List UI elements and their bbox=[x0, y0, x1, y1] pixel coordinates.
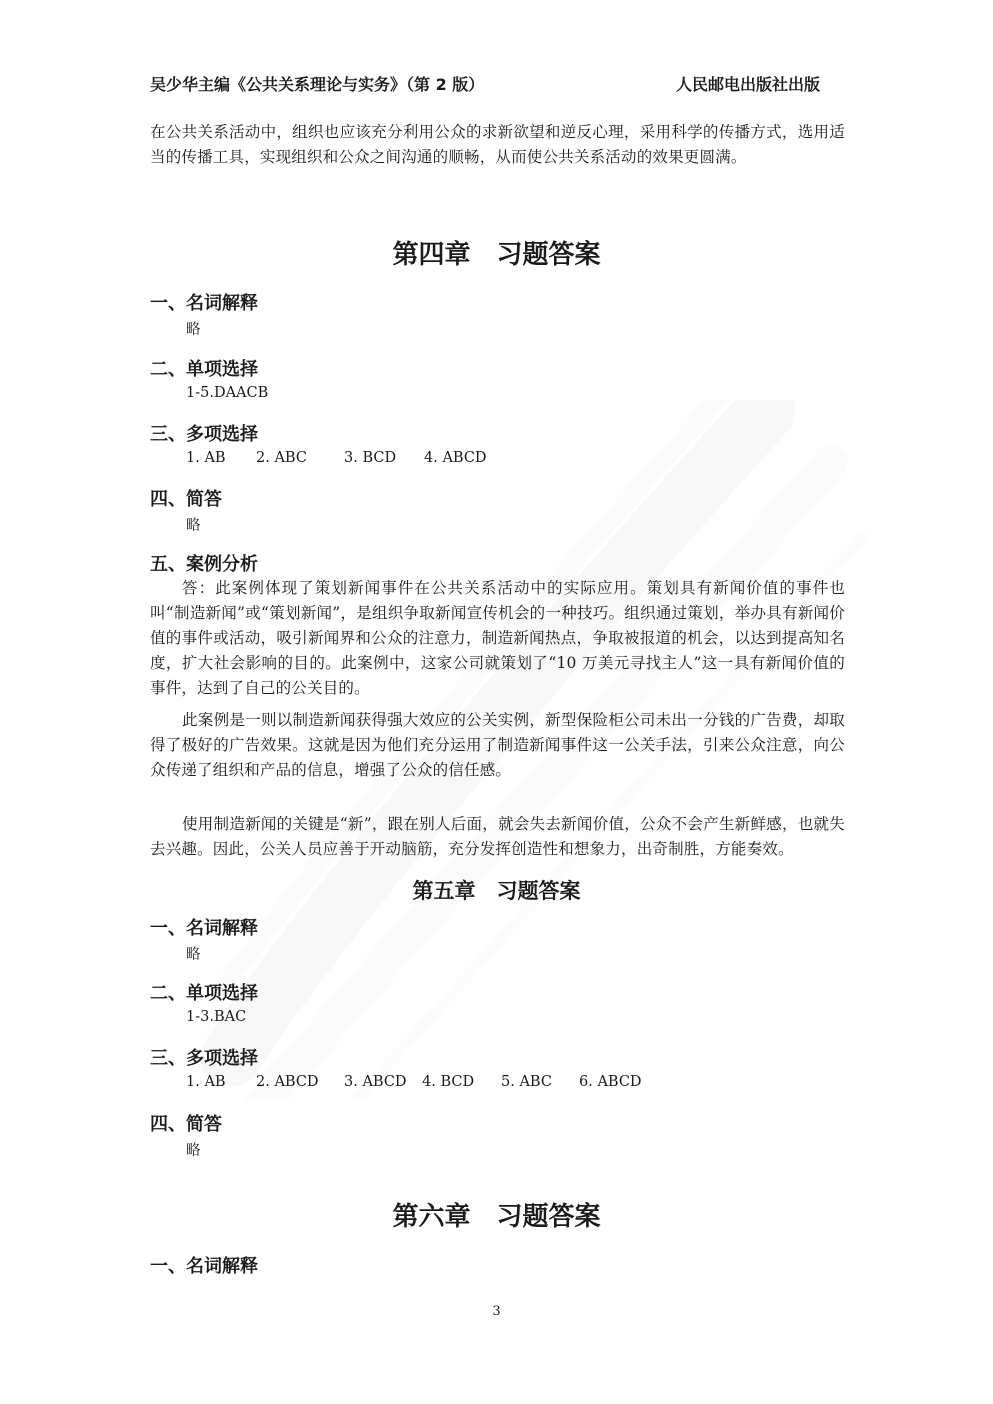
ch4-single-choice-answer: 1-5.DAACB bbox=[186, 385, 269, 401]
chapter4-title: 第四章 习题答案 bbox=[392, 240, 601, 270]
ch4-mc-answer: 2. ABC bbox=[256, 450, 307, 466]
ch4-mc-answer: 4. ABCD bbox=[424, 450, 487, 466]
header-book-title: 吴少华主编《公共关系理论与实务》（第 2 版） bbox=[150, 75, 485, 94]
ch4-section-multi-choice: 三、多项选择 bbox=[150, 424, 258, 445]
ch5-section-multi-choice: 三、多项选择 bbox=[150, 1048, 258, 1069]
ch5-mc-answer: 4. BCD bbox=[422, 1074, 475, 1090]
ch5-multi-choice-answers bbox=[186, 1074, 642, 1090]
ch5-mc-answer: 5. ABC bbox=[501, 1074, 552, 1090]
header-publisher: 人民邮电出版社出版 bbox=[675, 75, 820, 94]
ch4-section-terms: 一、名词解释 bbox=[150, 293, 258, 314]
ch4-case-paragraph-1: 答：此案例体现了策划新闻事件在公共关系活动中的实际应用。策划具有新闻价值的事件也叫“制造新闻”或“策划新闻”，是组织争取新闻宣传机会的一种技巧。组织通过策划，举办具有新闻价值的事件或活动，吸引新闻界和公众的注意力，制造新闻热点，争取被报道的机会，以达到提高知名度，扩大社会影响的目的。此案例中，这家公司就策划了“10 万美元寻找主人”这一具有新闻价值的事件，达到了自己的公关目的。 bbox=[150, 579, 845, 697]
ch5-single-choice-answer: 1-3.BAC bbox=[186, 1009, 247, 1025]
page-header bbox=[150, 72, 820, 98]
ch5-terms-answer: 略 bbox=[186, 947, 201, 963]
ch5-short-answer: 略 bbox=[186, 1143, 201, 1159]
ch4-mc-answer: 1. AB bbox=[186, 450, 226, 466]
page-number: 3 bbox=[492, 1304, 501, 1319]
ch4-short-answer: 略 bbox=[186, 518, 201, 534]
ch5-mc-answer: 3. ABCD bbox=[344, 1074, 407, 1090]
ch5-section-short-answer: 四、简答 bbox=[150, 1114, 222, 1135]
ch6-section-terms: 一、名词解释 bbox=[150, 1256, 258, 1277]
ch5-section-terms: 一、名词解释 bbox=[150, 918, 258, 939]
chapter6-title: 第六章 习题答案 bbox=[392, 1202, 601, 1232]
ch4-case-paragraph-2: 此案例是一则以制造新闻获得强大效应的公关实例，新型保险柜公司未出一分钱的广告费，却取得了极好的广告效果。这就是因为他们充分运用了制造新闻事件这一公关手法，引来公众注意，向公众传递了组织和产品的信息，增强了公众的信任感。 bbox=[150, 711, 845, 779]
ch4-case-paragraph-3: 使用制造新闻的关键是“新”，跟在别人后面，就会失去新闻价值，公众不会产生新鲜感，也就失去兴趣。因此，公关人员应善于开动脑筋，充分发挥创造性和想象力，出奇制胜，方能奏效。 bbox=[150, 815, 845, 858]
ch4-multi-choice-answers bbox=[186, 450, 487, 466]
chapter5-title: 第五章 习题答案 bbox=[412, 879, 581, 903]
ch4-terms-answer: 略 bbox=[186, 322, 201, 338]
ch4-section-single-choice: 二、单项选择 bbox=[150, 359, 258, 380]
ch5-mc-answer: 6. ABCD bbox=[579, 1074, 642, 1090]
ch4-section-short-answer: 四、简答 bbox=[150, 489, 222, 510]
ch5-mc-answer: 1. AB bbox=[186, 1074, 226, 1090]
ch5-mc-answer: 2. ABCD bbox=[256, 1074, 319, 1090]
ch5-section-single-choice: 二、单项选择 bbox=[150, 983, 258, 1004]
ch4-section-case-analysis: 五、案例分析 bbox=[150, 554, 258, 575]
ch4-mc-answer: 3. BCD bbox=[344, 450, 397, 466]
intro-paragraph: 在公共关系活动中，组织也应该充分利用公众的求新欲望和逆反心理，采用科学的传播方式，选用适当的传播工具，实现组织和公众之间沟通的顺畅，从而使公共关系活动的效果更圆满。 bbox=[150, 123, 845, 166]
